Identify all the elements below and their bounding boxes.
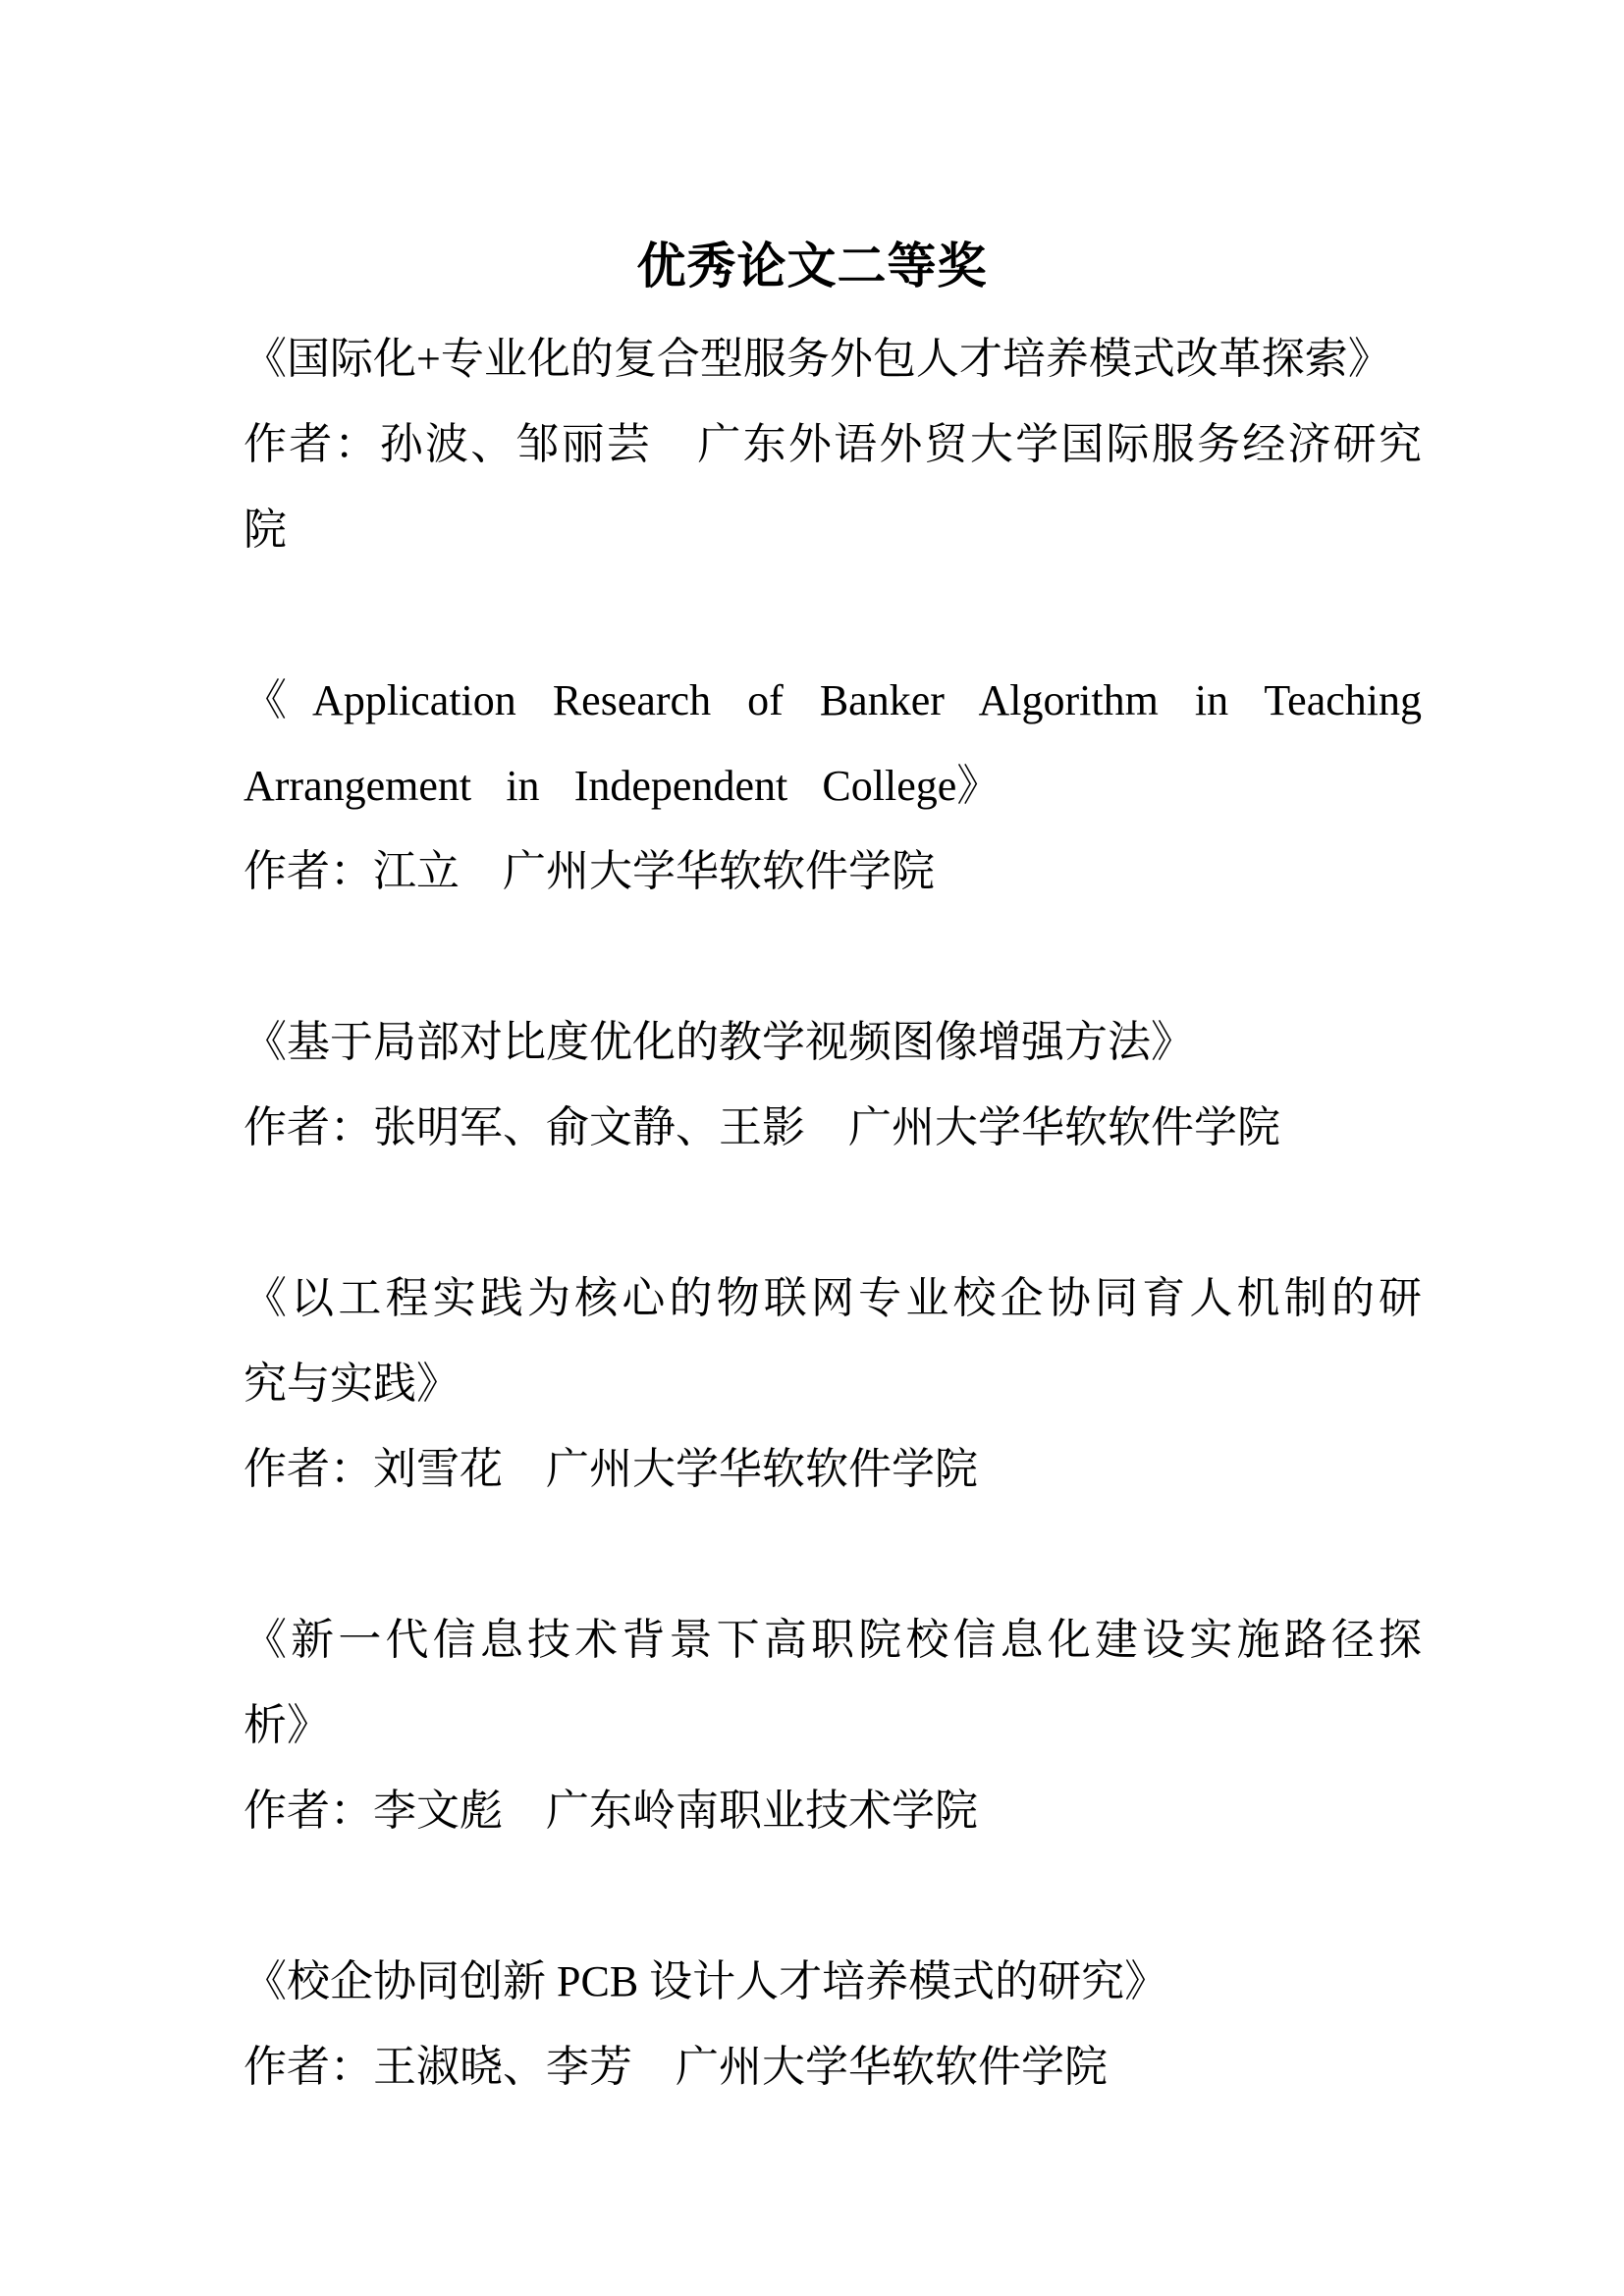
paper-title-line: 《国际化+专业化的复合型服务外包人才培养模式改革探索》 (244, 335, 1391, 383)
paper-title (244, 999, 1422, 1085)
paper-author (244, 1085, 1422, 1170)
paper-author (244, 1426, 1422, 1512)
paper-author-line: 作者：张明军、俞文静、王影 广州大学华软软件学院 (244, 1103, 1280, 1151)
paper-title-line: 《Application Research of Banker Algorithm in Teaching (244, 676, 1422, 724)
paper-author (244, 401, 1422, 572)
paper-author (244, 828, 1422, 914)
paper-author-line: 作者：刘雪花 广州大学华软软件学院 (244, 1445, 978, 1493)
paper-author (244, 2024, 1422, 2109)
paper-author (244, 1768, 1422, 1853)
document-title: 优秀论文二等奖 (636, 238, 988, 294)
paper-author-line: 作者：江立 广州大学华软软件学院 (244, 847, 935, 895)
paper-entry (244, 658, 1422, 914)
paper-title-line: 析》 (244, 1701, 330, 1749)
paper-title-line: 《以工程实践为核心的物联网专业校企协同育人机制的研 (244, 1274, 1422, 1322)
paper-title-line: 究与实践》 (244, 1360, 460, 1408)
document-content (244, 224, 1422, 2109)
paper-author-line: 作者：孙波、邹丽芸 广东外语外贸大学国际服务经济研究 (244, 420, 1422, 468)
paper-title (244, 1597, 1422, 1768)
paper-title-line: Arrangement in Independent College》 (244, 762, 1001, 810)
paper-title (244, 1255, 1422, 1426)
paper-entry (244, 1939, 1422, 2109)
paper-title-line: 《基于局部对比度优化的教学视频图像增强方法》 (244, 1018, 1194, 1066)
paper-title-line: 《新一代信息技术背景下高职院校信息化建设实施路径探 (244, 1616, 1422, 1664)
paper-author-line: 作者：王淑晓、李芳 广州大学华软软件学院 (244, 2043, 1108, 2091)
paper-author-line: 作者：李文彪 广东岭南职业技术学院 (244, 1787, 978, 1835)
paper-entry (244, 1255, 1422, 1512)
paper-author-line: 院 (244, 506, 287, 554)
paper-title-line: 《校企协同创新 PCB 设计人才培养模式的研究》 (244, 1957, 1168, 2005)
paper-title (244, 1939, 1422, 2024)
paper-title (244, 658, 1422, 828)
paper-entry (244, 316, 1422, 572)
paper-entry (244, 1597, 1422, 1853)
paper-title (244, 316, 1422, 401)
paper-entry (244, 999, 1422, 1170)
